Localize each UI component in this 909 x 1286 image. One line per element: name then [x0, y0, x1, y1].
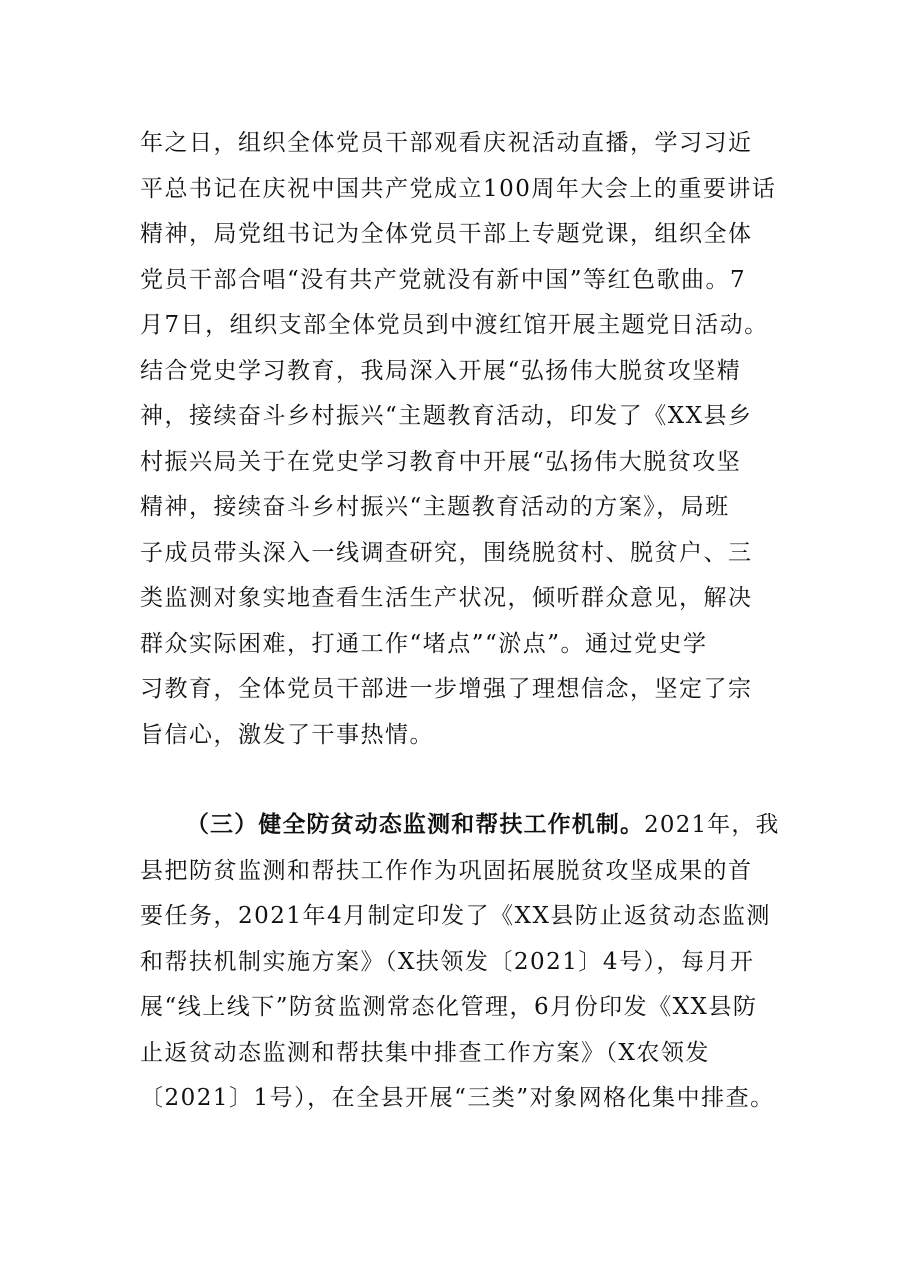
paragraph-1-line: 神，接续奋斗乡村振兴“主题教育活动，印发了《XX县乡	[140, 403, 753, 429]
paragraph-2-line: 展“线上线下”防贫监测常态化管理，6月份印发《XX县防	[140, 994, 758, 1020]
paragraph-2-line: 〔2021〕1号），在全县开展“三类”对象网格化集中排查。	[140, 1085, 775, 1111]
paragraph-2-line: 止返贫动态监测和帮扶集中排查工作方案》（X农领发	[140, 1039, 710, 1066]
paragraph-2-line: 要任务，2021年4月制定印发了《XX县防止返贫动态监测	[140, 903, 771, 929]
paragraph-1-line: 党员干部合唱“没有共产党就没有新中国”等红色歌曲。7	[140, 266, 747, 293]
paragraph-1-line: 精神，局党组书记为全体党员干部上专题党课，组织全体	[140, 221, 753, 247]
paragraph-2-line: 县把防贫监测和帮扶工作作为巩固拓展脱贫攻坚成果的首	[140, 857, 753, 884]
paragraph-1-line: 精神，接续奋斗乡村振兴“主题教育活动的方案》，局班	[140, 494, 730, 520]
paragraph-1-line: 月7日，组织支部全体党员到中渡红馆开展主题党日活动。	[140, 312, 769, 338]
paragraph-1-line: 子成员带头深入一线调查研究，围绕脱贫村、脱贫户、三	[140, 539, 753, 566]
paragraph-1-line: 村振兴局关于在党史学习教育中开展“弘扬伟大脱贫攻坚	[140, 448, 742, 475]
paragraph-1-line: 群众实际困难，打通工作“堵点”“淤点”。通过党史学	[140, 630, 708, 657]
paragraph-1-line: 结合党史学习教育，我局深入开展“弘扬伟大脱贫攻坚精	[140, 357, 742, 384]
paragraph-2-first-line	[186, 810, 780, 840]
paragraph-2-first-line-text: 2021年，我	[644, 812, 780, 838]
section-heading: （三）健全防贫动态监测和帮扶工作机制。	[186, 812, 645, 838]
paragraph-1-line: 旨信心，激发了干事热情。	[140, 721, 434, 748]
paragraph-1-line: 年之日，组织全体党员干部观看庆祝活动直播，学习习近	[140, 130, 753, 156]
paragraph-1-line: 习教育，全体党员干部进一步增强了理想信念，坚定了宗	[140, 676, 753, 702]
paragraph-1-line: 平总书记在庆祝中国共产党成立100周年大会上的重要讲话	[140, 175, 777, 202]
paragraph-2-line: 和帮扶机制实施方案》（X扶领发〔2021〕4号），每月开	[140, 948, 755, 975]
paragraph-1-line: 类监测对象实地查看生活生产状况，倾听群众意见，解决	[140, 585, 753, 611]
